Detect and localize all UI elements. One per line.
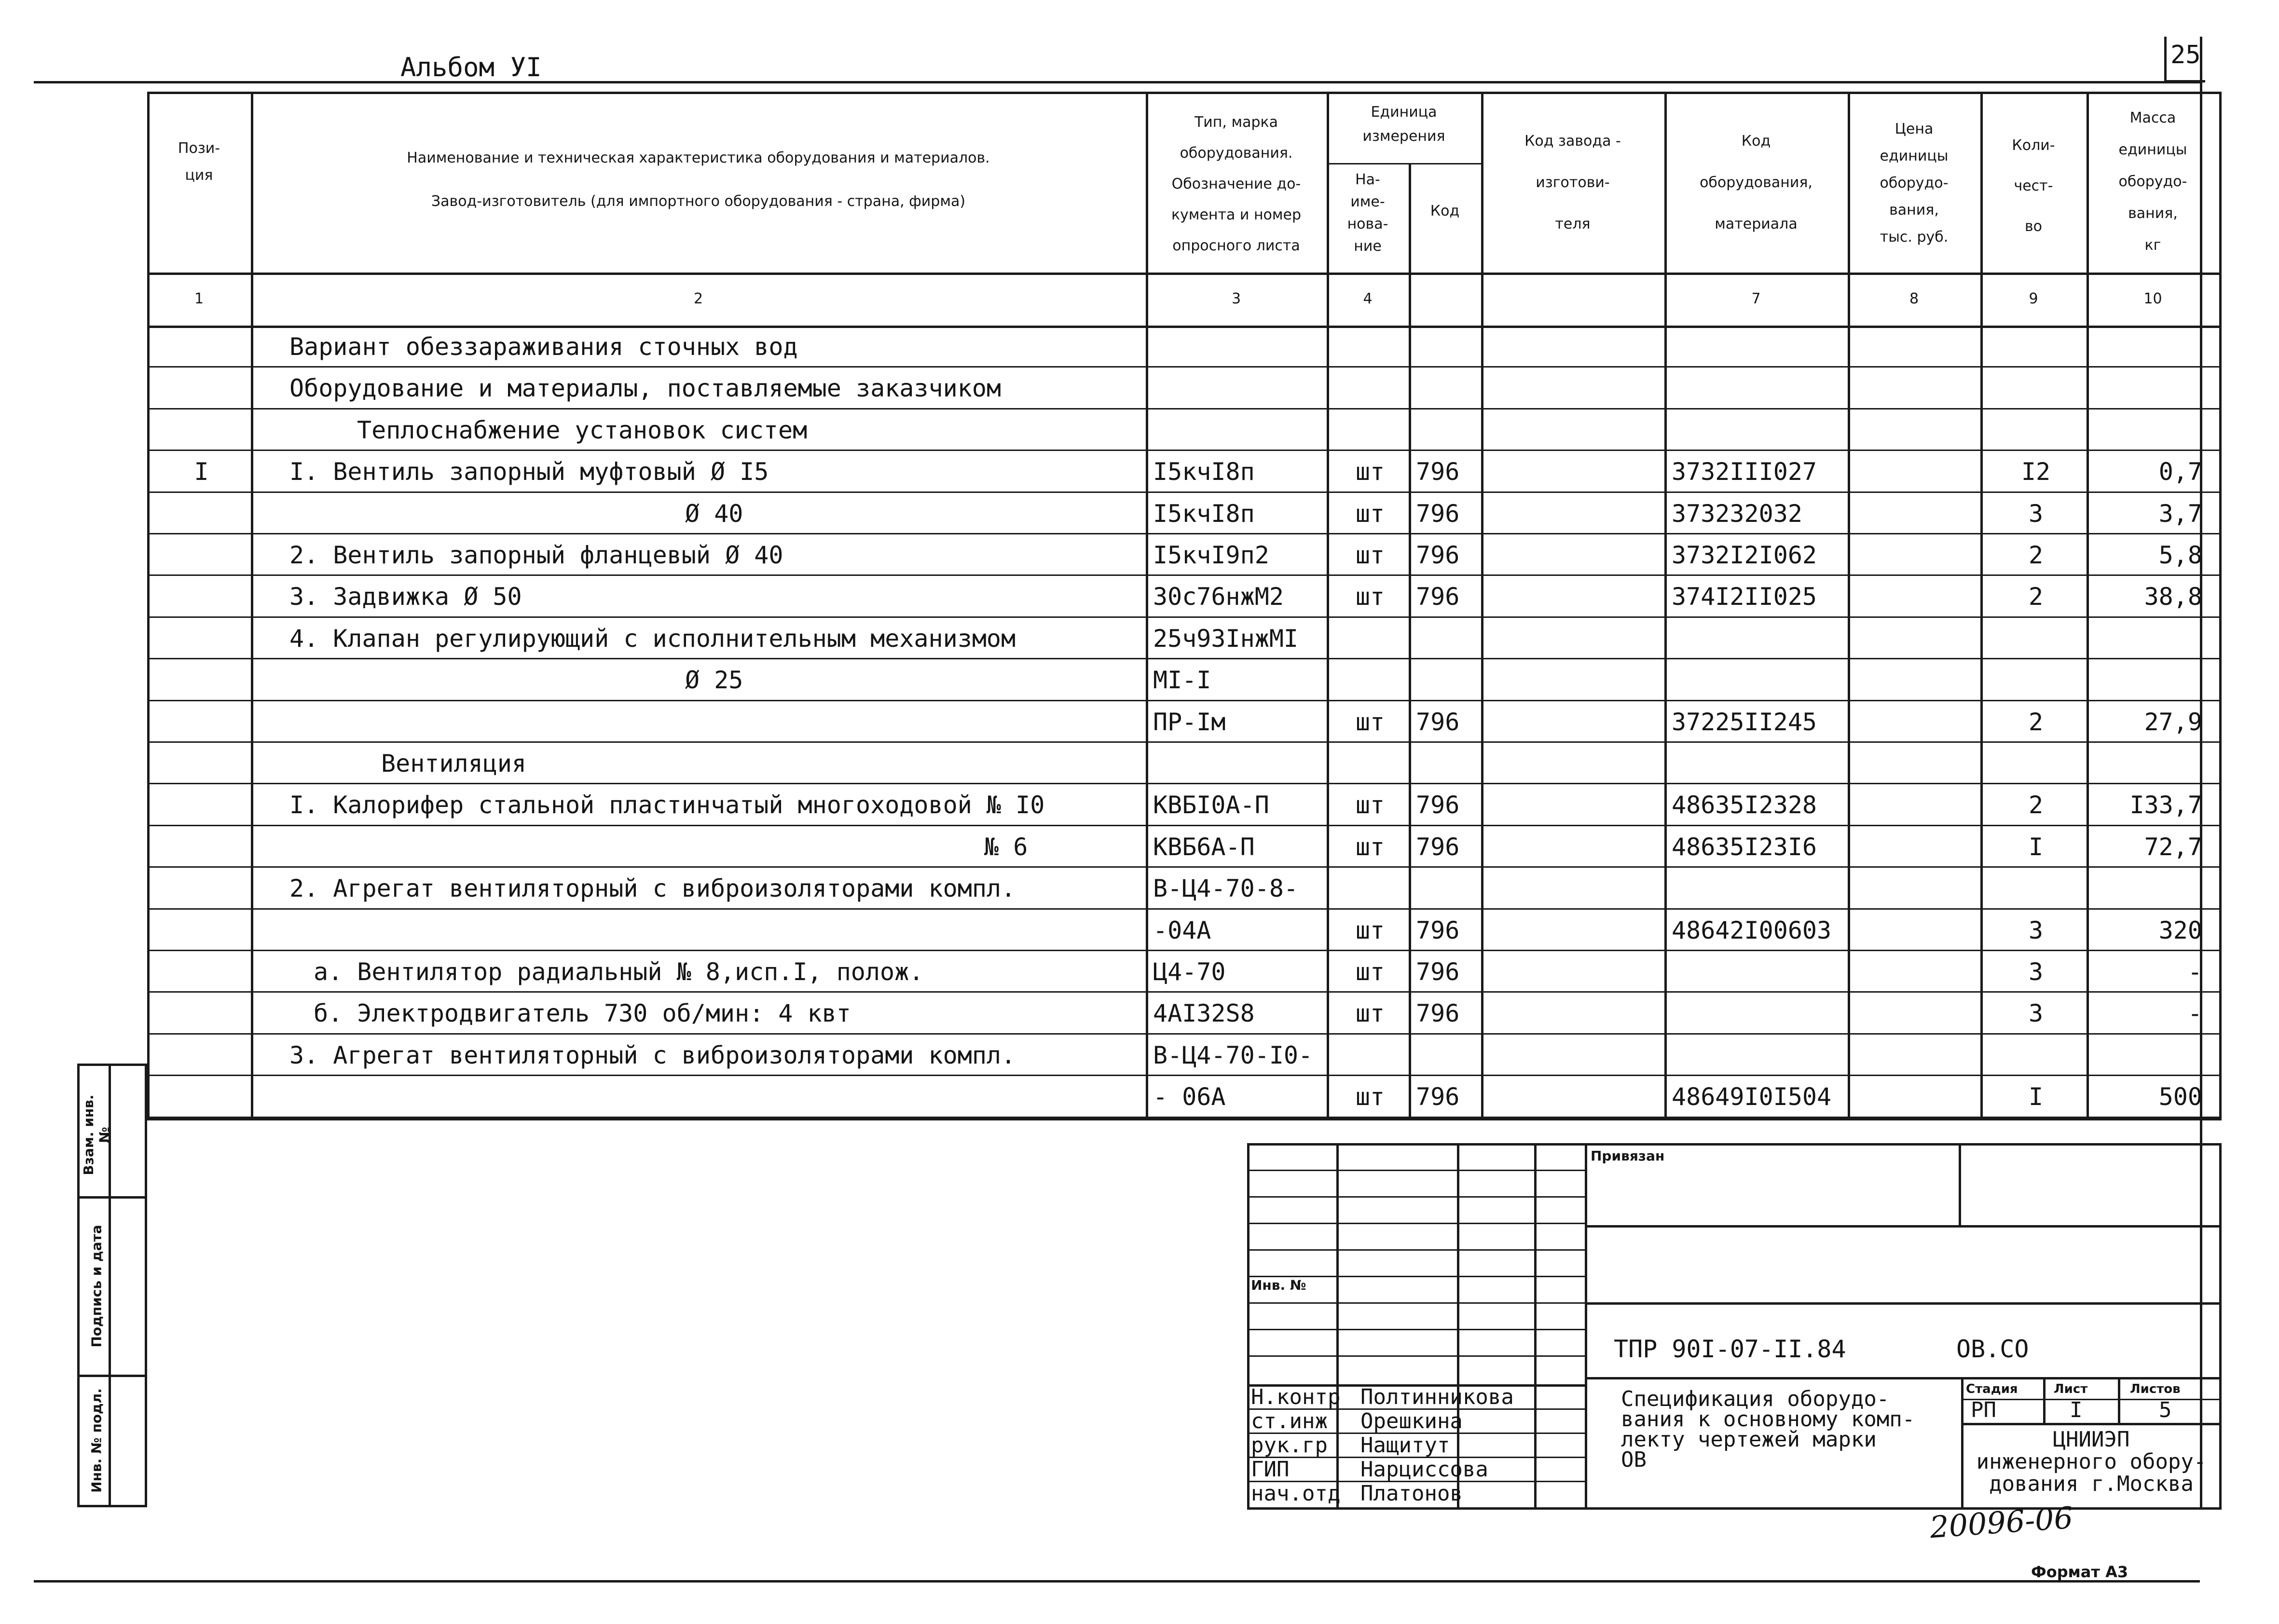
- table-row: [147, 659, 2222, 700]
- header-mass: Масса единицы оборудо- вания, кг: [2118, 109, 2187, 254]
- table-row: [147, 450, 2222, 492]
- tb-stage-v3: [2118, 1377, 2120, 1423]
- title-block: [1247, 1143, 2222, 1510]
- tb-sheet-label: Лист: [2054, 1382, 2088, 1396]
- cell-name: Вариант обеззараживания сточных вод: [289, 333, 798, 361]
- table-row: [147, 701, 2222, 742]
- side-stamp: [77, 1064, 147, 1507]
- table-row: [147, 575, 2222, 617]
- cell-unit: шт: [1355, 458, 1385, 486]
- tb-h3: [1247, 1223, 1585, 1224]
- cell-pos: I: [194, 458, 209, 486]
- cell-name: 3. Агрегат вентиляторный с виброизоляторами компл.: [289, 1041, 1016, 1069]
- tb-bottom: [1247, 1507, 2222, 1510]
- tb-privyazan: Привязан: [1591, 1148, 1665, 1164]
- cell-code: 796: [1416, 708, 1460, 736]
- cell-unit: шт: [1355, 708, 1385, 736]
- tb-title: Спецификация оборудо- вания к основному комп- лекту чертежей марки ОВ: [1621, 1387, 1915, 1472]
- signature-rows: [1247, 1384, 1585, 1507]
- tb-h1: [1247, 1170, 1585, 1171]
- cell-name: б. Электродвигатель 730 об/мин: 4 квт: [314, 999, 851, 1028]
- signature-role: ГИП: [1251, 1457, 1290, 1482]
- cell-unit: шт: [1355, 1083, 1385, 1111]
- header-price: Цена единицы оборудо- вания, тыс. руб.: [1880, 121, 1949, 246]
- colnum-8: 8: [1909, 290, 1919, 307]
- cell-code: 796: [1416, 916, 1460, 944]
- cell-type: - 06А: [1153, 1083, 1226, 1111]
- cell-qty: 3: [2028, 958, 2044, 986]
- table-row: [147, 992, 2222, 1034]
- tb-h4: [1247, 1249, 1585, 1251]
- tb-inv-no: Инв. №: [1251, 1277, 1306, 1293]
- side-inv: Инв. № подл.: [88, 1388, 105, 1493]
- tb-h2: [1247, 1196, 1585, 1198]
- cell-mass: 500: [2158, 1083, 2202, 1111]
- cell-qty: 3: [2028, 999, 2044, 1028]
- tb-h6: [1247, 1302, 1585, 1304]
- tb-code-top: [1585, 1302, 2222, 1305]
- colnum-4: 4: [1363, 290, 1373, 307]
- tb-code-bottom: [1585, 1377, 2222, 1379]
- header-position: Пози- ция: [178, 140, 220, 184]
- cell-unit: шт: [1355, 583, 1385, 611]
- cell-name: Оборудование и материалы, поставляемые заказчиком: [289, 374, 1002, 403]
- tb-stage-h1: [1961, 1399, 2222, 1400]
- tb-priv-v: [1959, 1143, 1961, 1225]
- cell-name: Ø 25: [685, 666, 743, 695]
- cell-eq: 3732III027: [1672, 458, 1817, 486]
- cell-type: 25ч93IнжМI: [1153, 624, 1299, 653]
- cell-mass: 320: [2158, 916, 2202, 944]
- row-divider: [147, 1117, 2222, 1118]
- table-row: [147, 492, 2222, 534]
- unit-sub-line: [1327, 163, 1481, 164]
- cell-mass: 3,7: [2158, 499, 2202, 528]
- cell-unit: шт: [1355, 958, 1385, 986]
- cell-unit: шт: [1355, 916, 1385, 944]
- tb-h7: [1247, 1329, 1585, 1330]
- table-row: [147, 742, 2222, 784]
- handwritten-number: 20096-06: [1928, 1500, 2074, 1545]
- cell-type: В-Ц4-70-8-: [1153, 874, 1299, 903]
- cell-mass: I33,7: [2129, 791, 2202, 819]
- cell-qty: I: [2028, 832, 2044, 861]
- cell-mass: 72,7: [2144, 832, 2202, 861]
- signature-name: Платонов: [1360, 1481, 1463, 1506]
- colnum-3: 3: [1231, 290, 1241, 307]
- header-bottom-border: [147, 273, 2222, 275]
- signature-role: ст.инж: [1251, 1409, 1328, 1433]
- cell-qty: 3: [2028, 916, 2044, 944]
- cell-type: В-Ц4-70-I0-: [1153, 1041, 1313, 1069]
- cell-code: 796: [1416, 499, 1460, 528]
- cell-type: MI-I: [1153, 666, 1211, 695]
- header-unit-code: Код: [1430, 203, 1460, 219]
- cell-qty: 2: [2028, 541, 2044, 569]
- format-label: Формат А3: [2031, 1563, 2128, 1581]
- cell-eq: 48635I23I6: [1672, 832, 1817, 861]
- cell-mass: 0,7: [2158, 458, 2202, 486]
- cell-type: I5кчI9п2: [1153, 541, 1269, 569]
- cell-unit: шт: [1355, 832, 1385, 861]
- cell-qty: 2: [2028, 583, 2044, 611]
- cell-type: I5кчI8п: [1153, 458, 1255, 486]
- table-row: [147, 367, 2222, 409]
- signature-name: Орешкина: [1360, 1409, 1463, 1433]
- cell-type: 4AI32S8: [1153, 999, 1255, 1028]
- tb-top: [1247, 1143, 2222, 1146]
- signature-name: Нащитут: [1360, 1433, 1450, 1458]
- colnum-2: 2: [693, 290, 703, 307]
- signature-name: Полтинникова: [1360, 1385, 1514, 1409]
- table-row: [147, 1076, 2222, 1117]
- colnum-10: 10: [2143, 290, 2162, 307]
- page-number-box: [2164, 37, 2205, 82]
- cell-qty: 2: [2028, 708, 2044, 736]
- cell-name: I. Калорифер стальной пластинчатый многоходовой № I0: [289, 791, 1045, 819]
- cell-unit: шт: [1355, 499, 1385, 528]
- page-number: 25: [2170, 41, 2201, 69]
- cell-unit: шт: [1355, 791, 1385, 819]
- tb-org: ЦНИИЭП инженерного обору- дования г.Москва: [1976, 1427, 2207, 1496]
- cell-name: а. Вентилятор радиальный № 8,исп.I, полож.: [314, 958, 924, 986]
- header-name-line1: Наименование и техническая характеристика оборудования и материалов.: [407, 150, 990, 166]
- cell-eq: 374I2II025: [1672, 583, 1817, 611]
- tb-stage-label: Стадия: [1966, 1382, 2018, 1396]
- table-bottom-border: [147, 1118, 2222, 1120]
- cell-type: I5кчI8п: [1153, 499, 1255, 528]
- cell-code: 796: [1416, 541, 1460, 569]
- header-name-line2: Завод-изготовитель (для импортного оборудования - страна, фирма): [431, 193, 966, 210]
- tb-v4: [1585, 1143, 1587, 1510]
- cell-code: 796: [1416, 999, 1460, 1028]
- cell-name: № 6: [984, 832, 1028, 861]
- signature-role: рук.гр: [1251, 1433, 1328, 1458]
- cell-name: Ø 40: [685, 499, 743, 528]
- frame-bottom-line: [34, 1580, 2200, 1583]
- side-vzam: Взам. инв. №: [81, 1094, 112, 1175]
- tb-sheets: 5: [2159, 1398, 2172, 1422]
- cell-unit: шт: [1355, 999, 1385, 1028]
- signature-role: нач.отд: [1251, 1481, 1341, 1506]
- tb-stage-h2: [1961, 1423, 2222, 1425]
- cell-name: 2. Вентиль запорный фланцевый Ø 40: [289, 541, 783, 569]
- cell-name: Теплоснабжение установок систем: [357, 416, 808, 444]
- cell-name: 2. Агрегат вентиляторный с виброизоляторами компл.: [289, 874, 1016, 903]
- tb-stage-v: [1961, 1377, 1963, 1510]
- cell-code: 796: [1416, 1083, 1460, 1111]
- cell-code: 796: [1416, 832, 1460, 861]
- table-row: [147, 909, 2222, 951]
- table-row: [147, 409, 2222, 450]
- cell-type: КВБI0А-П: [1153, 791, 1269, 819]
- signature-name: Нарциссова: [1360, 1457, 1488, 1482]
- table-row: [147, 826, 2222, 867]
- header-unit-name: На- име- нова- ние: [1347, 171, 1388, 255]
- cell-unit: шт: [1355, 541, 1385, 569]
- cell-mass: -: [2187, 999, 2202, 1028]
- side-stamp-hline1: [80, 1196, 147, 1199]
- side-podpis: Подпись и дата: [88, 1225, 105, 1348]
- tb-h8: [1247, 1355, 1585, 1357]
- header-quantity: Коли- чест- во: [2012, 137, 2055, 235]
- tb-doc-code: ТПР 90I-07-II.84: [1614, 1335, 1846, 1363]
- album-label: Альбом УI: [400, 52, 542, 82]
- cell-eq: 37225II245: [1672, 708, 1817, 736]
- table-row: [147, 784, 2222, 825]
- cell-code: 796: [1416, 458, 1460, 486]
- frame-top-line: [34, 81, 2200, 83]
- cell-eq: 48649I0I504: [1672, 1083, 1832, 1111]
- cell-mass: 5,8: [2158, 541, 2202, 569]
- header-plant-code: Код завода - изготови- теля: [1524, 133, 1621, 232]
- side-stamp-hline2: [80, 1375, 147, 1377]
- cell-code: 796: [1416, 958, 1460, 986]
- cell-qty: 3: [2028, 499, 2044, 528]
- table-row: [147, 617, 2222, 659]
- cell-qty: I2: [2021, 458, 2051, 486]
- cell-type: -04А: [1153, 916, 1211, 944]
- cell-eq: 3732I2I062: [1672, 541, 1817, 569]
- cell-code: 796: [1416, 583, 1460, 611]
- tb-stage: РП: [1971, 1398, 1996, 1422]
- cell-name: I. Вентиль запорный муфтовый Ø I5: [289, 458, 769, 486]
- tb-sheets-label: Листов: [2130, 1382, 2181, 1396]
- tb-mark: ОВ.СО: [1956, 1335, 2029, 1363]
- cell-mass: -: [2187, 958, 2202, 986]
- cell-mass: 38,8: [2144, 583, 2202, 611]
- spec-table: [147, 92, 2222, 1124]
- header-equipment-code: Код оборудования, материала: [1700, 133, 1812, 232]
- cell-eq: 373232032: [1672, 499, 1802, 528]
- cell-qty: I: [2028, 1083, 2044, 1111]
- cell-name: 3. Задвижка Ø 50: [289, 583, 522, 611]
- tb-stage-v2: [2043, 1377, 2046, 1423]
- header-unit: Единица измерения: [1362, 104, 1445, 145]
- cell-eq: 48635I2328: [1672, 791, 1817, 819]
- cell-eq: 48642I00603: [1672, 916, 1832, 944]
- cell-type: Ц4-70: [1153, 958, 1226, 986]
- cell-type: ПР-Iм: [1153, 708, 1226, 736]
- table-row: [147, 951, 2222, 992]
- table-row: [147, 534, 2222, 575]
- tb-sheet: I: [2070, 1398, 2083, 1422]
- table-row: [147, 867, 2222, 909]
- cell-type: КВБ6А-П: [1153, 832, 1255, 861]
- colnum-1: 1: [194, 290, 204, 307]
- cell-code: 796: [1416, 791, 1460, 819]
- table-top-border: [147, 92, 2222, 94]
- signature-role: Н.контр: [1251, 1385, 1341, 1409]
- table-row: [147, 1034, 2222, 1076]
- colnum-9: 9: [2029, 290, 2038, 307]
- cell-qty: 2: [2028, 791, 2044, 819]
- header-type: Тип, марка оборудования. Обозначение до- кумента и номер опросного листа: [1171, 114, 1302, 254]
- colnum-7: 7: [1751, 290, 1761, 307]
- cell-name: 4. Клапан регулирующий с исполнительным механизмом: [289, 624, 1016, 653]
- cell-name: Вентиляция: [381, 750, 527, 778]
- tb-priv-h: [1585, 1225, 2222, 1228]
- tb-right: [2219, 1143, 2222, 1510]
- table-body: [147, 326, 2222, 1118]
- cell-type: 30с76нжМ2: [1153, 583, 1284, 611]
- cell-mass: 27,9: [2144, 708, 2202, 736]
- table-row: [147, 326, 2222, 367]
